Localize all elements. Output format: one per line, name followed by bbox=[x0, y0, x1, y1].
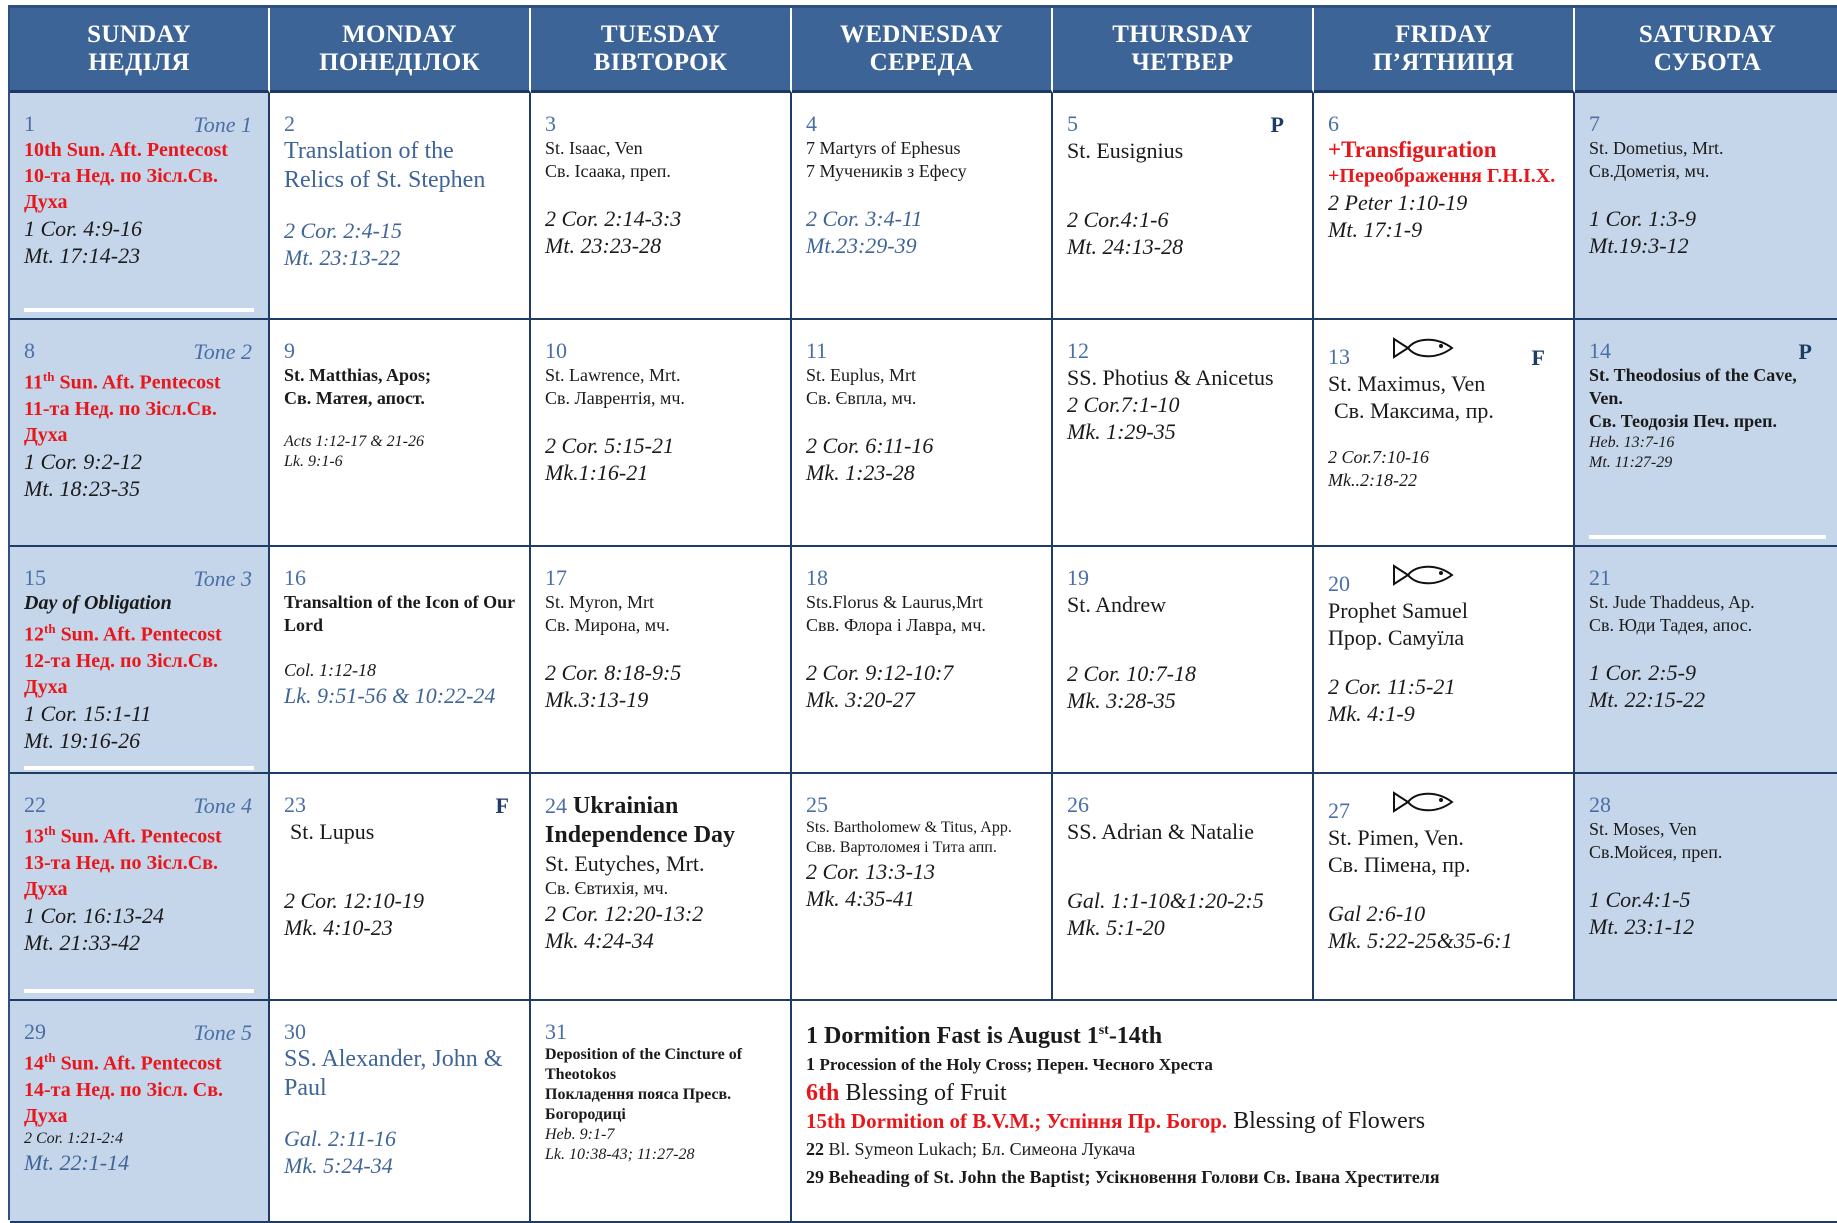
reading-epistle: 1 Cor. 16:13-24 bbox=[24, 902, 164, 928]
reading-gospel: Mt. 23:23-28 bbox=[545, 233, 662, 258]
note-procession: 1 Procession of the Holy Cross; Перен. Чесного Хреста bbox=[806, 1054, 1213, 1074]
saint-name-ua: Покладення пояса Пресв. Богородиці bbox=[545, 1086, 732, 1123]
day-cell-17[interactable] bbox=[531, 547, 792, 774]
note-symeon: 22 Bl. Symeon Lukach; Бл. Симеона Лукача bbox=[806, 1139, 1136, 1159]
reading-epistle: 2 Cor. 12:20-13:2 bbox=[545, 901, 704, 926]
day-number: 3 bbox=[545, 111, 556, 136]
reading-epistle: 2 Cor. 5:15-21 bbox=[545, 433, 674, 458]
feast-title-ua: 13-та Нед. по Зісл.Св. Духа bbox=[24, 851, 218, 900]
fish-icon bbox=[1392, 336, 1454, 360]
saint-name-ua: Св. Матея, апост. bbox=[284, 388, 425, 408]
header-thursday bbox=[1053, 8, 1314, 93]
spacer bbox=[806, 183, 1037, 205]
reading-epistle: Heb. 13:7-16 bbox=[1589, 434, 1675, 451]
day-cell-26[interactable] bbox=[1053, 774, 1314, 1001]
spacer bbox=[806, 410, 1037, 432]
note-beheading: 29 Beheading of St. John the Baptist; Усікновення Голови Св. Івана Хрестителя bbox=[806, 1167, 1440, 1187]
saint-name: St. Jude Thaddeus, Ap. bbox=[1589, 592, 1755, 612]
day-number: 25 bbox=[806, 792, 828, 817]
saint-name: St. Euplus, Mrt bbox=[806, 365, 917, 385]
reading-epistle: 2 Cor. 13:3-13 bbox=[806, 859, 935, 884]
saint-name: St. Moses, Ven bbox=[1589, 819, 1697, 839]
day-number: 23 bbox=[284, 792, 306, 817]
saint-name: Deposition of the Cincture of Theotokos bbox=[545, 1046, 743, 1083]
day-name-en: WEDNESDAY bbox=[840, 21, 1003, 48]
reading-gospel: Mt.19:3-12 bbox=[1589, 233, 1689, 258]
day-number: 12 bbox=[1067, 338, 1089, 363]
day-number: 27 bbox=[1328, 798, 1350, 823]
reading-epistle: 2 Cor. 2:14-3:3 bbox=[545, 206, 682, 231]
reading-gospel: Mt. 21:33-42 bbox=[24, 929, 141, 955]
reading-epistle: 2 Cor. 10:7-18 bbox=[1067, 661, 1196, 686]
day-name-en: SATURDAY bbox=[1638, 21, 1777, 48]
day-number: 9 bbox=[284, 338, 295, 363]
feast-title: 10th Sun. Aft. Pentecost bbox=[24, 139, 228, 161]
reading-gospel: Mk. 4:35-41 bbox=[806, 886, 915, 911]
reading-gospel: Mk. 3:28-35 bbox=[1067, 688, 1176, 713]
reading-epistle: 2 Peter 1:10-19 bbox=[1328, 190, 1468, 215]
reading-epistle: 1 Cor. 15:1-11 bbox=[24, 700, 152, 726]
day-number: 18 bbox=[806, 565, 828, 590]
day-cell-3[interactable] bbox=[531, 93, 792, 320]
feast-title-ua: 11-та Нед. по Зісл.Св. Духа bbox=[24, 397, 217, 446]
saint-name-ua: Св. Максима, пр. bbox=[1334, 398, 1494, 423]
day-heading bbox=[545, 792, 776, 850]
penance-badge: P bbox=[1270, 112, 1284, 137]
day-cell-16[interactable] bbox=[270, 547, 531, 774]
day-cell-6[interactable] bbox=[1314, 93, 1575, 320]
day-number: 20 bbox=[1328, 571, 1350, 596]
day-number: 5 bbox=[1067, 111, 1078, 136]
reading-gospel: Mk.3:13-19 bbox=[545, 687, 649, 712]
reading-epistle: 1 Cor.4:1-5 bbox=[1589, 887, 1691, 912]
reading-gospel: Mt. 23:1-12 bbox=[1589, 914, 1695, 939]
day-name-ua: П’ЯТНИЦЯ bbox=[1372, 49, 1515, 76]
header-monday bbox=[270, 8, 531, 93]
feast-title: 13th Sun. Aft. Pentecost bbox=[24, 823, 222, 848]
day-cell-14[interactable] bbox=[1575, 320, 1837, 547]
day-number: 30 bbox=[284, 1019, 306, 1044]
day-number: 6 bbox=[1328, 111, 1339, 136]
divider-bar bbox=[24, 989, 254, 993]
fish-icon bbox=[1392, 563, 1454, 587]
day-number: 2 bbox=[284, 111, 295, 136]
feast-title-ua: +Переображення Г.Н.І.Х. bbox=[1328, 165, 1556, 187]
header-saturday bbox=[1575, 8, 1837, 93]
saint-name: SS. Alexander, John & Paul bbox=[284, 1046, 503, 1101]
saint-name-ua: Прор. Самуїла bbox=[1328, 625, 1465, 650]
spacer bbox=[1589, 864, 1826, 886]
day-cell-9[interactable] bbox=[270, 320, 531, 547]
day-cell-30[interactable] bbox=[270, 1001, 531, 1223]
day-number: 7 bbox=[1589, 111, 1600, 136]
reading-gospel: Mk. 4:24-34 bbox=[545, 928, 654, 953]
day-name-en: SUNDAY bbox=[87, 21, 191, 48]
saint-name-ua: Св. Ісаака, преп. bbox=[545, 161, 671, 181]
day-name-en: TUESDAY bbox=[600, 21, 721, 48]
reading-epistle: 1 Cor. 2:5-9 bbox=[1589, 660, 1696, 685]
spacer bbox=[545, 183, 776, 205]
fast-badge: F bbox=[1531, 345, 1545, 370]
reading-epistle: 2 Cor. 11:5-21 bbox=[1328, 674, 1456, 699]
spacer bbox=[1067, 845, 1298, 887]
day-cell-11[interactable] bbox=[792, 320, 1053, 547]
saint-name: SS. Adrian & Natalie bbox=[1067, 819, 1254, 844]
day-cell-12[interactable] bbox=[1053, 320, 1314, 547]
reading-epistle: 2 Cor.7:10-16 bbox=[1328, 447, 1430, 467]
day-cell-7[interactable] bbox=[1575, 93, 1837, 320]
reading-gospel: Mt. 18:23-35 bbox=[24, 475, 141, 501]
saint-name: St. Pimen, Ven. bbox=[1328, 825, 1464, 850]
saint-name: Sts.Florus & Laurus,Mrt bbox=[806, 592, 984, 612]
spacer bbox=[545, 637, 776, 659]
reading-gospel: Mk. 1:23-28 bbox=[806, 460, 915, 485]
reading-epistle: 1 Cor. 1:3-9 bbox=[1589, 206, 1696, 231]
fast-badge: F bbox=[495, 793, 509, 818]
day-name-en: FRIDAY bbox=[1395, 21, 1492, 48]
note-blessing-fruit: 6th Blessing of Fruit bbox=[806, 1080, 1007, 1106]
day-name-ua: СЕРЕДА bbox=[869, 49, 974, 76]
reading-epistle: 2 Cor. 9:12-10:7 bbox=[806, 660, 954, 685]
reading-gospel: Lk. 9:1-6 bbox=[284, 453, 343, 470]
day-cell-29[interactable] bbox=[10, 1001, 270, 1223]
saint-name: St. Eusignius bbox=[1067, 138, 1184, 163]
saint-name-ua: Св. Лаврентія, мч. bbox=[545, 388, 685, 408]
saint-name-ua: Св. Теодозія Печ. преп. bbox=[1589, 411, 1778, 431]
day-number: 24 bbox=[545, 793, 567, 818]
day-name-ua: ПОНЕДІЛОК bbox=[319, 49, 480, 76]
penance-badge: P bbox=[1798, 339, 1812, 364]
day-number: 11 bbox=[806, 338, 828, 363]
reading-epistle: Acts 1:12-17 & 21-26 bbox=[284, 433, 424, 450]
saint-name: 7 Martyrs of Ephesus bbox=[806, 138, 961, 158]
day-cell-8[interactable] bbox=[10, 320, 270, 547]
reading-gospel: Mk. 5:1-20 bbox=[1067, 915, 1165, 940]
day-cell-18[interactable] bbox=[792, 547, 1053, 774]
fish-icon bbox=[1392, 790, 1454, 814]
day-cell-22[interactable] bbox=[10, 774, 270, 1001]
reading-epistle: 2 Cor.4:1-6 bbox=[1067, 207, 1169, 232]
spacer bbox=[806, 637, 1037, 659]
day-name-en: MONDAY bbox=[342, 21, 457, 48]
spacer bbox=[284, 845, 515, 887]
spacer bbox=[1067, 618, 1298, 660]
day-cell-24[interactable] bbox=[531, 774, 792, 1001]
spacer bbox=[1589, 183, 1826, 205]
calendar-grid bbox=[8, 5, 1837, 1220]
feast-title-ua: 12-та Нед. по Зісл.Св. Духа bbox=[24, 649, 218, 698]
day-number: 13 bbox=[1328, 344, 1350, 369]
header-tuesday bbox=[531, 8, 792, 93]
day-number: 1 bbox=[24, 111, 35, 136]
reading-gospel: Mt. 19:16-26 bbox=[24, 727, 141, 753]
day-number: 26 bbox=[1067, 792, 1089, 817]
reading-epistle: 2 Cor. 1:21-2:4 bbox=[24, 1129, 124, 1147]
reading-gospel: Mk. 3:20-27 bbox=[806, 687, 915, 712]
reading-gospel: Mk.1:16-21 bbox=[545, 460, 649, 485]
obligation-label: Day of Obligation bbox=[24, 592, 172, 614]
spacer bbox=[1328, 878, 1559, 900]
saint-name-ua: 7 Мучеників з Ефесу bbox=[806, 161, 967, 181]
saint-name: Prophet Samuel bbox=[1328, 598, 1468, 623]
reading-gospel: Mt. 22:15-22 bbox=[1589, 687, 1706, 712]
reading-epistle: 1 Cor. 4:9-16 bbox=[24, 216, 142, 241]
day-cell-28[interactable] bbox=[1575, 774, 1837, 1001]
saint-name: St. Maximus, Ven bbox=[1328, 371, 1486, 396]
reading-epistle: 2 Cor. 8:18-9:5 bbox=[545, 660, 682, 685]
day-number: 15 bbox=[24, 565, 46, 590]
feast-title: 12th Sun. Aft. Pentecost bbox=[24, 621, 222, 646]
feast-title: 11th Sun. Aft. Pentecost bbox=[24, 369, 221, 394]
tone-label: Tone 1 bbox=[193, 112, 252, 137]
month-notes bbox=[792, 1001, 1837, 1223]
day-cell-15[interactable] bbox=[10, 547, 270, 774]
saint-name: Transaltion of the Icon of Our Lord bbox=[284, 592, 515, 635]
header-wednesday bbox=[792, 8, 1053, 93]
day-number: 21 bbox=[1589, 565, 1611, 590]
day-number: 22 bbox=[24, 792, 46, 817]
tone-label: Tone 4 bbox=[193, 793, 252, 818]
day-cell-25[interactable] bbox=[792, 774, 1053, 1001]
reading-gospel: Mk. 1:29-35 bbox=[1067, 419, 1176, 444]
saint-name: St. Andrew bbox=[1067, 592, 1166, 617]
divider-bar bbox=[1589, 535, 1826, 539]
feast-title: 14th Sun. Aft. Pentecost bbox=[24, 1050, 222, 1075]
day-cell-19[interactable] bbox=[1053, 547, 1314, 774]
reading-gospel: Lk. 9:51-56 & 10:22-24 bbox=[284, 683, 496, 708]
reading-epistle: 2 Cor. 12:10-19 bbox=[284, 888, 424, 913]
saint-name-ua: Св. Мирона, мч. bbox=[545, 615, 670, 635]
spacer bbox=[545, 410, 776, 432]
saint-name: Translation of the Relics of St. Stephen bbox=[284, 138, 486, 193]
divider-bar bbox=[24, 308, 254, 312]
day-number: 19 bbox=[1067, 565, 1089, 590]
saint-name-ua: Св.Дометія, мч. bbox=[1589, 161, 1710, 181]
feast-title-ua: 14-та Нед. по Зісл. Св. Духа bbox=[24, 1078, 223, 1127]
spacer bbox=[284, 195, 515, 217]
reading-epistle: Gal 2:6-10 bbox=[1328, 901, 1426, 926]
saint-name: St. Isaac, Ven bbox=[545, 138, 643, 158]
day-name-ua: ЧЕТВЕР bbox=[1131, 49, 1234, 76]
note-dormition: 15th Dormition of B.V.M.; Успіння Пр. Богор. Blessing of Flowers bbox=[806, 1108, 1426, 1134]
saint-name: SS. Photius & Anicetus bbox=[1067, 365, 1274, 390]
feast-title: +Transfiguration bbox=[1328, 137, 1497, 162]
reading-gospel: Mk. 4:1-9 bbox=[1328, 701, 1415, 726]
divider-bar bbox=[24, 766, 254, 770]
spacer bbox=[1589, 637, 1826, 659]
reading-epistle: Gal. 1:1-10&1:20-2:5 bbox=[1067, 888, 1264, 913]
tone-label: Tone 5 bbox=[193, 1020, 252, 1045]
day-name-ua: НЕДІЛЯ bbox=[88, 49, 190, 76]
day-number: 17 bbox=[545, 565, 567, 590]
reading-gospel: Mt. 17:1-9 bbox=[1328, 217, 1423, 242]
saint-name: St. Matthias, Apos; bbox=[284, 365, 432, 385]
saint-name: St. Dometius, Mrt. bbox=[1589, 138, 1724, 158]
reading-epistle: Heb. 9:1-7 bbox=[545, 1126, 615, 1143]
reading-gospel: Mk. 5:22-25&35-6:1 bbox=[1328, 928, 1513, 953]
day-cell-10[interactable] bbox=[531, 320, 792, 547]
feast-title-ua: 10-та Нед. по Зісл.Св. Духа bbox=[24, 165, 218, 213]
spacer bbox=[1328, 424, 1559, 446]
day-cell-5[interactable] bbox=[1053, 93, 1314, 320]
tone-label: Tone 3 bbox=[193, 566, 252, 591]
day-cell-31[interactable] bbox=[531, 1001, 792, 1223]
note-dormition-fast: 1 Dormition Fast is August 1st-14th bbox=[806, 1023, 1163, 1049]
day-number: 10 bbox=[545, 338, 567, 363]
reading-epistle: 2 Cor.7:1-10 bbox=[1067, 392, 1180, 417]
day-cell-21[interactable] bbox=[1575, 547, 1837, 774]
saint-name-ua: Св. Євтихія, мч. bbox=[545, 878, 669, 898]
reading-gospel: Lk. 10:38-43; 11:27-28 bbox=[545, 1146, 695, 1163]
saint-name: Sts. Bartholomew & Titus, App. bbox=[806, 819, 1012, 836]
day-number: 8 bbox=[24, 338, 35, 363]
spacer bbox=[284, 1103, 515, 1125]
reading-gospel: Mk..2:18-22 bbox=[1328, 470, 1417, 490]
reading-epistle: Gal. 2:11-16 bbox=[284, 1126, 397, 1151]
reading-gospel: Mt. 24:13-28 bbox=[1067, 234, 1184, 259]
reading-gospel: Mk. 4:10-23 bbox=[284, 915, 393, 940]
spacer bbox=[1067, 164, 1298, 206]
saint-name-ua: Св. Пімена, пр. bbox=[1328, 852, 1471, 877]
holiday-title: Ukrainian Independence Day bbox=[545, 793, 736, 848]
spacer bbox=[1328, 651, 1559, 673]
header-sunday bbox=[10, 8, 270, 93]
reading-epistle: 1 Cor. 9:2-12 bbox=[24, 448, 142, 474]
day-number: 4 bbox=[806, 111, 817, 136]
reading-epistle: 2 Cor. 2:4-15 bbox=[284, 218, 402, 243]
saint-name-ua: Св. Євпла, мч. bbox=[806, 388, 917, 408]
reading-gospel: Mk. 5:24-34 bbox=[284, 1153, 393, 1178]
day-cell-4[interactable] bbox=[792, 93, 1053, 320]
reading-gospel: Mt. 11:27-29 bbox=[1589, 454, 1673, 471]
day-number: 31 bbox=[545, 1019, 567, 1044]
day-name-ua: ВІВТОРОК bbox=[593, 49, 728, 76]
day-cell-27[interactable] bbox=[1314, 774, 1575, 1001]
saint-name: St. Lawrence, Mrt. bbox=[545, 365, 681, 385]
reading-epistle: 2 Cor. 3:4-11 bbox=[806, 206, 923, 231]
reading-epistle: Col. 1:12-18 bbox=[284, 660, 376, 680]
day-cell-2[interactable] bbox=[270, 93, 531, 320]
tone-label: Tone 2 bbox=[193, 339, 252, 364]
reading-gospel: Mt. 23:13-22 bbox=[284, 245, 401, 270]
saint-name-ua: Свв. Флора і Лавра, мч. bbox=[806, 615, 986, 635]
day-cell-23[interactable] bbox=[270, 774, 531, 1001]
saint-name: St. Eutyches, Mrt. bbox=[545, 851, 705, 876]
day-cell-20[interactable] bbox=[1314, 547, 1575, 774]
day-number: 28 bbox=[1589, 792, 1611, 817]
day-number: 29 bbox=[24, 1019, 46, 1044]
saint-name-ua: Св. Юди Тадея, апос. bbox=[1589, 615, 1753, 635]
header-friday bbox=[1314, 8, 1575, 93]
spacer bbox=[284, 410, 515, 432]
saint-name-ua: Св.Мойсея, преп. bbox=[1589, 842, 1723, 862]
day-cell-13[interactable] bbox=[1314, 320, 1575, 547]
reading-epistle: 2 Cor. 6:11-16 bbox=[806, 433, 934, 458]
day-name-en: THURSDAY bbox=[1112, 21, 1253, 48]
reading-gospel: Mt. 17:14-23 bbox=[24, 243, 141, 268]
day-number: 14 bbox=[1589, 338, 1611, 363]
day-cell-1[interactable] bbox=[10, 93, 270, 320]
saint-name: St. Theodosius of the Cave, Ven. bbox=[1589, 365, 1797, 408]
day-name-ua: СУБОТА bbox=[1653, 49, 1762, 76]
saint-name: St. Myron, Mrt bbox=[545, 592, 655, 612]
day-number: 16 bbox=[284, 565, 306, 590]
saint-name: St. Lupus bbox=[290, 819, 375, 844]
reading-gospel: Mt.23:29-39 bbox=[806, 233, 917, 258]
reading-gospel: Mt. 22:1-14 bbox=[24, 1149, 130, 1175]
saint-name-ua: Свв. Вартоломея і Тита апп. bbox=[806, 839, 997, 856]
spacer bbox=[284, 637, 515, 659]
